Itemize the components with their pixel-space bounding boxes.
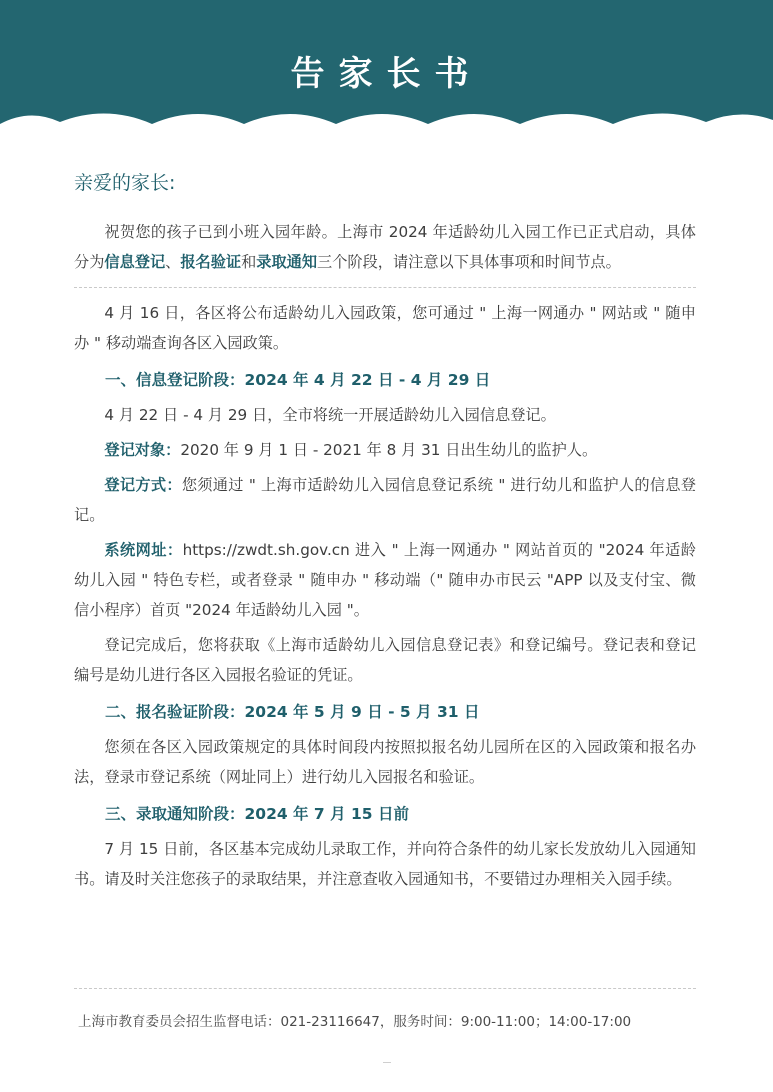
separator: 、 <box>165 253 181 271</box>
value: https://zwdt.sh.gov.cn 进入 " 上海一网通办 " 网站首页的 "2024 年适龄幼儿入园 " 特色专栏，或者登录 " 随申办 " 移动端（" 随申办市民云 "APP 以及支付宝、微信小程序）首页 "2024 年适龄幼儿入园 "。 <box>74 541 696 619</box>
stage-verification: 报名验证 <box>180 253 242 271</box>
section-3-heading: 三、录取通知阶段：2024 年 7 月 15 日前 <box>105 805 409 823</box>
registration-target <box>74 435 696 465</box>
value: 您须通过 " 上海市适龄幼儿入园信息登记系统 " 进行幼儿和监护人的信息登记。 <box>74 476 696 524</box>
value: 2020 年 9 月 1 日 - 2021 年 8 月 31 日出生幼儿的监护人。 <box>180 441 598 459</box>
page-title: 告家长书 <box>290 54 483 94</box>
header-banner <box>0 0 773 140</box>
stage-registration: 信息登记 <box>104 253 166 271</box>
dashed-divider-footer <box>74 988 696 989</box>
intro-text: 祝贺您的孩子已到小班入园年龄。上海市 2024 年适龄幼儿入园工作已正式启动，具体分为 <box>74 223 696 271</box>
stage-admission: 录取通知 <box>256 253 317 271</box>
page-mark <box>383 1062 391 1063</box>
letter-body <box>74 168 696 894</box>
label: 系统网址： <box>104 541 183 559</box>
dashed-divider <box>74 287 696 288</box>
separator: 和 <box>241 253 257 271</box>
greeting: 亲爱的家长: <box>74 172 176 194</box>
intro-text-end: 三个阶段，请注意以下具体事项和时间节点。 <box>317 253 621 271</box>
section-2-paragraph: 您须在各区入园政策规定的具体时间段内按照拟报名幼儿园所在区的入园政策和报名办法，登录市登记系统（网址同上）进行幼儿入园报名和验证。 <box>74 738 696 786</box>
registration-method <box>74 470 696 530</box>
policy-paragraph: 4 月 16 日，各区将公布适龄幼儿入园政策，您可通过 " 上海一网通办 " 网站或 " 随申办 " 移动端查询各区入园政策。 <box>74 304 696 352</box>
section-3-paragraph: 7 月 15 日前，各区基本完成幼儿录取工作，并向符合条件的幼儿家长发放幼儿入园通知书。请及时关注您孩子的录取结果，并注意查收入园通知书，不要错过办理相关入园手续。 <box>74 840 696 888</box>
section-2-heading: 二、报名验证阶段：2024 年 5 月 9 日 - 5 月 31 日 <box>105 703 480 721</box>
after-registration: 登记完成后，您将获取《上海市适龄幼儿入园信息登记表》和登记编号。登记表和登记编号是幼儿进行各区入园报名验证的凭证。 <box>74 636 696 684</box>
section-1-paragraph: 4 月 22 日 - 4 月 29 日，全市将统一开展适龄幼儿入园信息登记。 <box>104 406 556 424</box>
label: 登记对象： <box>104 441 181 459</box>
label: 登记方式： <box>104 476 182 494</box>
system-url <box>74 535 696 625</box>
footer-contact: 上海市教育委员会招生监督电话：021-23116647，服务时间：9:00-11:00；14:00-17:00 <box>78 1014 632 1030</box>
intro-paragraph <box>74 217 696 277</box>
section-1-heading: 一、信息登记阶段：2024 年 4 月 22 日 - 4 月 29 日 <box>105 371 491 389</box>
